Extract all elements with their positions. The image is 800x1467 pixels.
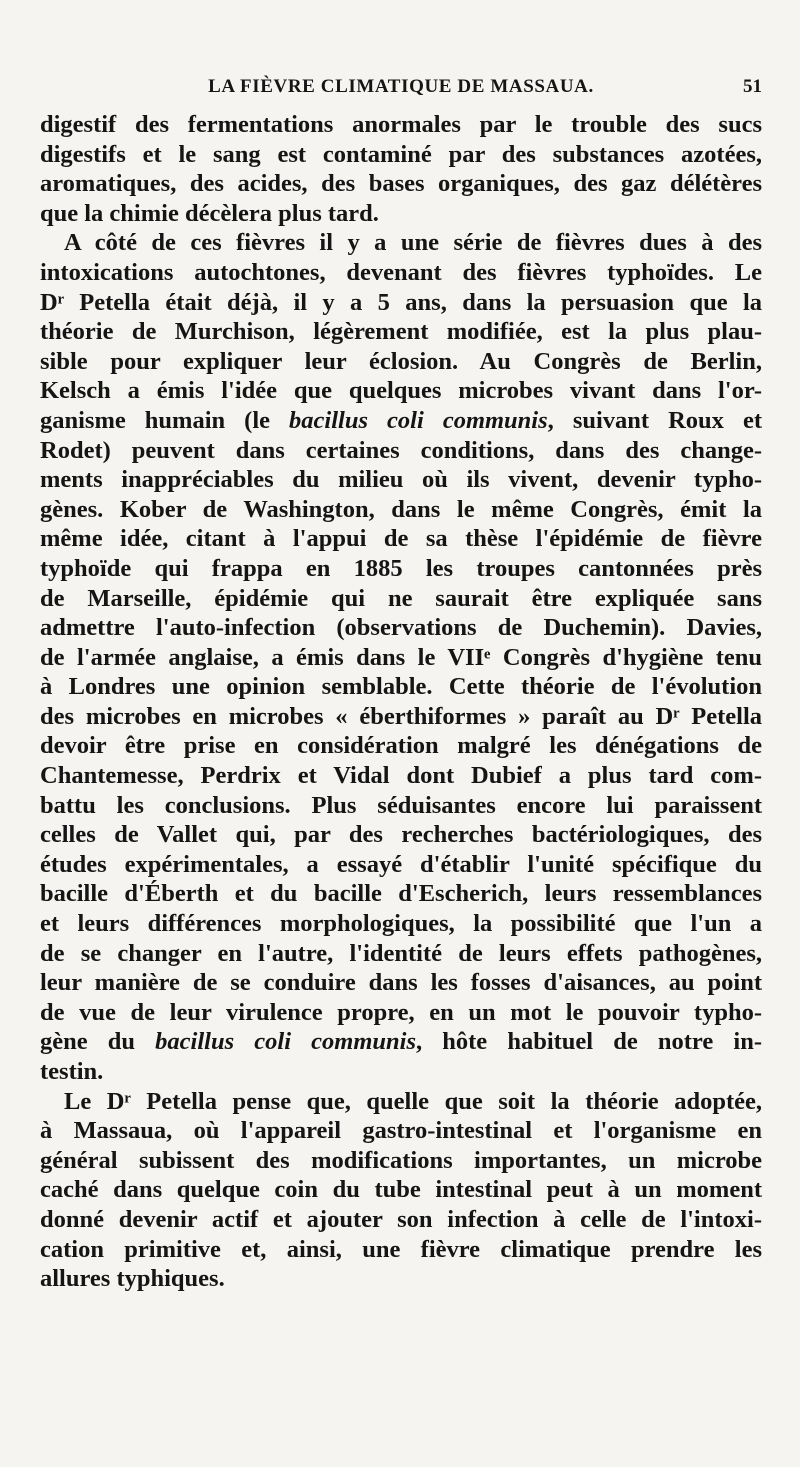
text-line: Dʳ Petella était déjà, il y a 5 ans, dans la persuasion que la <box>40 288 762 316</box>
text-line: intoxications autochtones, devenant des fièvres typhoïdes. Le <box>40 258 762 286</box>
text-line: celles de Vallet qui, par des recherches bactériologiques, des <box>40 821 762 849</box>
text-line: général subissent des modifications importantes, un microbe <box>40 1146 762 1174</box>
paragraph-1 <box>40 110 762 228</box>
text-line: leur manière de se conduire dans les fosses d'aisances, au point <box>40 969 762 997</box>
text-line: Kelsch a émis l'idée que quelques microbes vivant dans l'or- <box>40 377 762 405</box>
latin-term: bacillus coli communis <box>155 1028 416 1056</box>
text-line: que la chimie décèlera plus tard. <box>40 199 379 227</box>
text-line: de Marseille, épidémie qui ne saurait être expliquée sans <box>40 584 762 612</box>
text-line: et leurs différences morphologiques, la possibilité que l'un a <box>40 910 762 938</box>
text-line: de l'armée anglaise, a émis dans le VIIᵉ Congrès d'hygiène tenu <box>40 643 762 671</box>
text-line: études expérimentales, a essayé d'établir l'unité spécifique du <box>40 850 762 878</box>
text-line: de vue de leur virulence propre, en un mot le pouvoir typho- <box>40 998 762 1026</box>
text-line: cation primitive et, ainsi, une fièvre climatique prendre les <box>40 1235 762 1263</box>
latin-term: bacillus coli communis <box>289 406 548 434</box>
paragraph-3 <box>40 1087 762 1294</box>
running-title: LA FIÈVRE CLIMATIQUE DE MASSAUA. <box>208 76 594 97</box>
text-line: Le Dʳ Petella pense que, quelle que soit la théorie adoptée, <box>64 1087 762 1115</box>
text-line: à Londres une opinion semblable. Cette théorie de l'évolution <box>40 673 762 701</box>
text-line: sible pour expliquer leur éclosion. Au Congrès de Berlin, <box>40 347 762 375</box>
body-text <box>40 110 762 1294</box>
text-line: typhoïde qui frappa en 1885 les troupes cantonnées près <box>40 554 762 582</box>
text-line: digestif des fermentations anormales par le trouble des sucs <box>40 111 762 138</box>
text-line: à Massaua, où l'appareil gastro-intestinal et l'organisme en <box>40 1117 762 1145</box>
text-line: Rodet) peuvent dans certaines conditions, dans des change- <box>40 436 762 464</box>
text-line: ments inappréciables du milieu où ils vivent, devenir typho- <box>40 466 762 494</box>
text-line: de se changer en l'autre, l'identité de leurs effets pathogènes, <box>40 939 762 967</box>
text-line: donné devenir actif et ajouter son infection à celle de l'intoxi- <box>40 1205 762 1233</box>
text-line: Chantemesse, Perdrix et Vidal dont Dubief a plus tard com- <box>40 762 762 790</box>
text-line: devoir être prise en considération malgré les dénégations de <box>40 732 762 760</box>
text-line: A côté de ces fièvres il y a une série de fièvres dues à des <box>64 229 762 257</box>
text-line: même idée, citant à l'appui de sa thèse l'épidémie de fièvre <box>40 525 762 553</box>
text-line: digestifs et le sang est contaminé par des substances azotées, <box>40 140 762 168</box>
text-line: allures typhiques. <box>40 1265 225 1293</box>
text-line: admettre l'auto-infection (observations de Duchemin). Davies, <box>40 614 762 642</box>
page-number: 51 <box>743 76 762 97</box>
text-line: battu les conclusions. Plus séduisantes encore lui paraissent <box>40 791 762 819</box>
paragraph-2 <box>40 228 762 1086</box>
page-header <box>40 76 762 100</box>
text-line: ganisme humain (le bacillus coli communis, suivant Roux et <box>40 406 762 434</box>
text-line: théorie de Murchison, légèrement modifiée, est la plus plau- <box>40 318 762 346</box>
text-line: caché dans quelque coin du tube intestinal peut à un moment <box>40 1176 762 1204</box>
text-line: gène du bacillus coli communis, hôte habituel de notre in- <box>40 1028 762 1056</box>
text-line: aromatiques, des acides, des bases organiques, des gaz délétères <box>40 170 762 198</box>
text-line: bacille d'Éberth et du bacille d'Escherich, leurs ressemblances <box>40 880 762 908</box>
text-line: gènes. Kober de Washington, dans le même Congrès, émit la <box>40 495 762 523</box>
text-line: testin. <box>40 1058 104 1085</box>
text-line: des microbes en microbes « éberthiformes » paraît au Dʳ Petella <box>40 702 762 730</box>
